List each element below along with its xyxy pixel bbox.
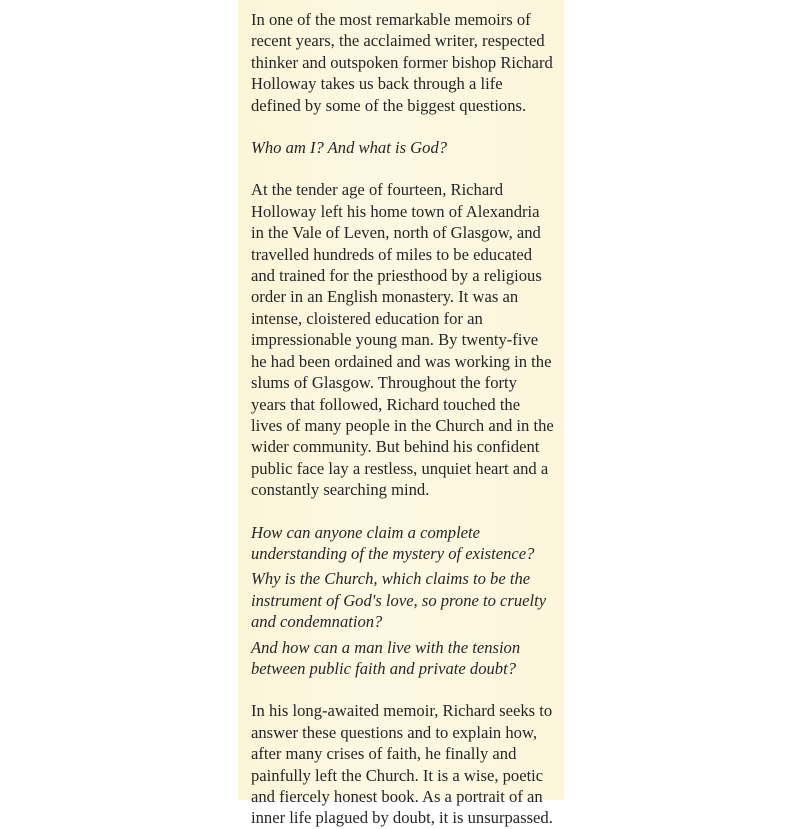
biography-paragraph: At the tender age of fourteen, Richard Holloway left his home town of Alexandria in the Vale of Leven, north of Glasgow, and travelled hundreds of miles to be educated and trained for the priesthood by a religious order in an English monastery. It was an intense, cloistered education for an impressionable young man. By twenty-five he had been ordained and was working in the slums of Glasgow. Throughout the forty years that followed, Richard touched the lives of many people in the Church and in the wider community. But behind his confident public face lay a restless, unquiet heart and a constantly searching mind. — [251, 180, 554, 500]
question-church: Why is the Church, which claims to be the instrument of God's love, so prone to cruelty and condemnation? — [251, 569, 547, 632]
closing-paragraph: In his long-awaited memoir, Richard seeks to answer these questions and to explain how, after many crises of faith, he finally and painfully left the Church. It is a wise, poetic and fiercely honest book. As a portrait of an inner life plagued by doubt, it is unsurpassed. — [251, 701, 553, 828]
book-jacket-flap — [238, 0, 564, 828]
question-who-am-i: Who am I? And what is God? — [251, 138, 448, 158]
question-mystery: How can anyone claim a complete understanding of the mystery of existence? — [251, 522, 535, 563]
question-tension: And how can a man live with the tension between public faith and private doubt? — [251, 637, 521, 678]
intro-paragraph: In one of the most remarkable memoirs of recent years, the acclaimed writer, respected thinker and outspoken former bishop Richard Holloway takes us back through a life defined by some of the biggest questions. — [251, 10, 553, 115]
